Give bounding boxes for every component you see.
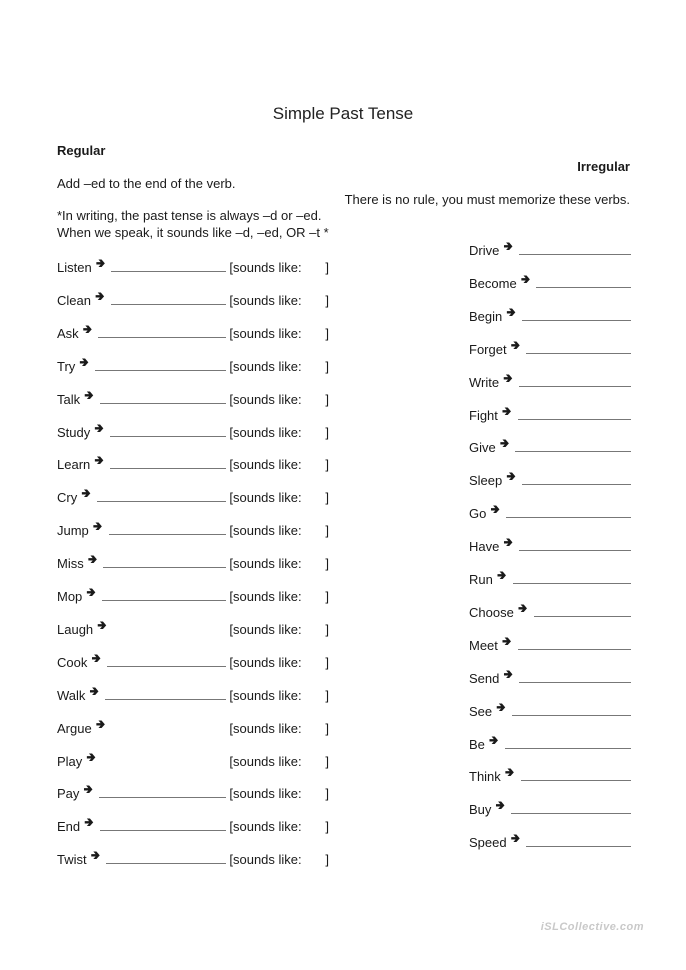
verb-label: Go [469,506,487,522]
arrow-icon: 🢂 [79,354,90,369]
arrow-icon: 🢂 [488,732,499,747]
arrow-icon: 🢂 [506,304,516,319]
irregular-verb-row [469,339,631,357]
verb-label: Laugh [57,621,94,637]
sounds-like-label: [sounds like: [229,391,302,407]
closing-bracket: ] [325,424,329,440]
verb-label: Choose [469,604,514,620]
sounds-like-label: [sounds like: [229,490,302,506]
verb-label: Learn [57,457,91,473]
arrow-icon: 🢂 [94,288,105,303]
past-tense-blank[interactable] [110,435,226,437]
past-tense-blank[interactable] [526,845,631,847]
past-tense-blank[interactable] [99,796,226,798]
past-tense-blank[interactable] [105,698,226,700]
past-tense-blank[interactable] [506,516,631,518]
arrow-icon: 🢂 [490,502,501,517]
past-tense-blank[interactable] [106,862,226,864]
sounds-like-label: [sounds like: [229,654,302,670]
closing-bracket: ] [325,457,329,473]
past-tense-blank[interactable] [519,385,631,387]
past-tense-blank[interactable] [511,812,631,814]
irregular-verb-row [469,372,631,390]
arrow-icon: 🢂 [92,519,103,534]
closing-bracket: ] [325,260,329,275]
sounds-like-label: [sounds like: [229,556,302,572]
arrow-icon: 🢂 [94,453,104,468]
irregular-verb-row [469,635,631,653]
sounds-like-label: [sounds like: [229,358,302,374]
arrow-icon: 🢂 [84,815,94,830]
verb-label: Sleep [469,473,503,489]
arrow-icon: 🢂 [86,585,97,599]
irregular-heading: Irregular [577,159,630,174]
arrow-icon: 🢂 [496,568,507,582]
arrow-icon: 🢂 [81,486,91,501]
regular-verb-row [57,356,329,374]
irregular-verb-row [469,668,631,686]
verb-label: Study [57,424,91,440]
verb-label: Pay [57,786,80,802]
irregular-verb-row [469,503,631,521]
regular-verb-row [57,816,329,834]
verb-label: Mop [57,589,83,604]
verb-label: Try [57,358,76,374]
closing-bracket: ] [325,720,329,736]
regular-verb-row [57,323,329,341]
past-tense-blank[interactable] [111,270,226,272]
verb-label: Give [469,440,496,456]
arrow-icon: 🢂 [504,765,515,780]
past-tense-blank[interactable] [103,566,226,568]
verb-label: Twist [57,852,87,868]
verb-label: Walk [57,687,86,703]
verb-label: Be [469,736,485,752]
verb-label: Speed [469,835,507,851]
irregular-verb-row [469,273,631,291]
past-tense-blank[interactable] [113,633,226,634]
regular-verb-row [57,487,329,505]
verb-label: Become [469,275,517,291]
regular-verb-row [57,783,329,801]
irregular-verb-row [469,569,631,587]
sounds-like-label: [sounds like: [229,786,302,802]
irregular-instruction: There is no rule, you must memorize these verbs. [344,192,630,207]
verb-label: Drive [469,243,500,258]
irregular-verb-row [469,701,631,719]
past-tense-blank[interactable] [519,681,631,683]
verb-label: Cook [57,654,88,670]
closing-bracket: ] [325,654,329,670]
closing-bracket: ] [325,292,329,308]
verb-label: Send [469,670,500,686]
closing-bracket: ] [325,753,329,769]
past-tense-blank[interactable] [518,418,631,420]
past-tense-blank[interactable] [534,615,631,617]
regular-verb-row [57,422,329,440]
past-tense-blank[interactable] [512,714,631,716]
arrow-icon: 🢂 [94,420,104,435]
verb-label: Think [469,769,501,785]
verb-label: Forget [469,341,507,357]
arrow-icon: 🢂 [503,370,513,385]
irregular-verb-row [469,766,631,784]
past-tense-blank[interactable] [505,747,631,749]
past-tense-blank[interactable] [111,303,227,305]
verb-label: Clean [57,292,91,308]
regular-verb-row [57,685,329,703]
verb-label: Jump [57,523,89,539]
sounds-like-label: [sounds like: [229,292,302,308]
closing-bracket: ] [325,621,329,637]
closing-bracket: ] [325,556,329,572]
arrow-icon: 🢂 [95,716,106,731]
verb-label: Cry [57,490,78,506]
arrow-icon: 🢂 [503,666,514,681]
closing-bracket: ] [325,490,329,506]
arrow-icon: 🢂 [87,552,98,567]
sounds-like-label: [sounds like: [229,819,302,835]
arrow-icon: 🢂 [503,535,514,550]
closing-bracket: ] [325,687,329,703]
regular-verb-row [57,586,329,604]
past-tense-blank[interactable] [513,582,631,584]
arrow-icon: 🢂 [499,436,510,451]
closing-bracket: ] [325,786,329,802]
regular-verb-row [57,257,329,275]
regular-verb-row [57,652,329,670]
sounds-like-label: [sounds like: [229,523,302,539]
irregular-verb-row [469,734,631,752]
arrow-icon: 🢂 [501,403,512,418]
closing-bracket: ] [325,523,329,539]
irregular-verb-row [469,799,631,817]
verb-label: Argue [57,720,92,736]
verb-label: Talk [57,391,81,407]
verb-label: Have [469,539,500,555]
arrow-icon: 🢂 [510,337,521,352]
past-tense-blank[interactable] [518,648,631,650]
irregular-verb-row [469,240,631,258]
regular-verb-row [57,520,329,538]
arrow-icon: 🢂 [86,749,97,764]
sounds-like-label: [sounds like: [229,260,302,275]
arrow-icon: 🢂 [503,239,514,253]
past-tense-blank[interactable] [109,533,227,535]
irregular-verb-row [469,536,631,554]
verb-label: Write [469,374,500,390]
past-tense-blank[interactable] [107,665,226,667]
watermark: iSLCollective.com [540,921,644,933]
past-tense-blank[interactable] [111,732,226,733]
regular-verb-row [57,389,329,407]
arrow-icon: 🢂 [97,617,107,632]
irregular-verb-row [469,602,631,620]
past-tense-blank[interactable] [102,599,226,601]
regular-heading: Regular [57,143,106,158]
sounds-like-label: [sounds like: [229,589,302,604]
past-tense-blank[interactable] [100,829,227,831]
sounds-like-label: [sounds like: [229,687,302,703]
arrow-icon: 🢂 [501,633,512,648]
page-title: Simple Past Tense [272,104,414,123]
arrow-icon: 🢂 [506,469,516,484]
arrow-icon: 🢂 [496,699,506,714]
arrow-icon: 🢂 [520,271,531,286]
sounds-like-label: [sounds like: [229,424,302,440]
past-tense-blank[interactable] [536,286,631,288]
past-tense-blank[interactable] [98,336,226,338]
verb-label: Miss [57,556,84,572]
verb-label: Run [469,572,493,587]
irregular-verb-row [469,470,631,488]
irregular-verb-row [469,437,631,455]
regular-verb-row [57,718,329,736]
verb-label: See [469,703,493,719]
past-tense-blank[interactable] [100,402,227,404]
regular-verb-row [57,849,329,867]
past-tense-blank[interactable] [522,483,631,485]
past-tense-blank[interactable] [515,450,631,452]
arrow-icon: 🢂 [495,798,506,813]
closing-bracket: ] [325,852,329,868]
regular-verb-row [57,619,329,637]
past-tense-blank[interactable] [521,779,631,781]
past-tense-blank[interactable] [110,467,226,469]
arrow-icon: 🢂 [510,831,521,846]
closing-bracket: ] [325,325,329,341]
past-tense-blank[interactable] [102,765,226,766]
closing-bracket: ] [325,391,329,407]
arrow-icon: 🢂 [90,848,101,863]
arrow-icon: 🢂 [95,256,106,270]
arrow-icon: 🢂 [83,782,94,797]
verb-label: Play [57,753,83,769]
regular-verb-row [57,751,329,769]
sounds-like-label: [sounds like: [229,720,302,736]
past-tense-blank[interactable] [97,500,226,502]
closing-bracket: ] [325,819,329,835]
irregular-verb-row [469,306,631,324]
verb-label: Ask [57,325,79,341]
verb-label: Fight [469,407,498,423]
past-tense-blank[interactable] [522,319,631,321]
sounds-like-label: [sounds like: [229,852,302,868]
arrow-icon: 🢂 [82,321,93,336]
irregular-verb-row [469,832,631,850]
past-tense-blank[interactable] [519,253,631,255]
regular-note-line-2: When we speak, it sounds like –d, –ed, OR –t * [57,225,329,240]
verb-label: Meet [469,637,498,653]
closing-bracket: ] [325,358,329,374]
sounds-like-label: [sounds like: [229,753,302,769]
regular-verb-row [57,553,329,571]
regular-note-line-1: *In writing, the past tense is always –d or –ed. [57,208,322,223]
regular-verb-row [57,290,329,308]
closing-bracket: ] [325,589,329,604]
arrow-icon: 🢂 [84,387,94,402]
verb-label: End [57,819,81,835]
arrow-icon: 🢂 [91,650,102,665]
verb-label: Buy [469,802,492,818]
arrow-icon: 🢂 [89,683,100,698]
verb-label: Begin [469,308,503,324]
sounds-like-label: [sounds like: [229,457,302,473]
verb-label: Listen [57,260,92,275]
regular-instruction: Add –ed to the end of the verb. [57,176,236,191]
past-tense-blank[interactable] [526,352,631,354]
regular-verb-row [57,454,329,472]
irregular-verb-row [469,405,631,423]
sounds-like-label: [sounds like: [229,325,302,341]
past-tense-blank[interactable] [95,369,226,371]
sounds-like-label: [sounds like: [229,621,302,637]
past-tense-blank[interactable] [519,549,631,551]
arrow-icon: 🢂 [517,600,528,615]
